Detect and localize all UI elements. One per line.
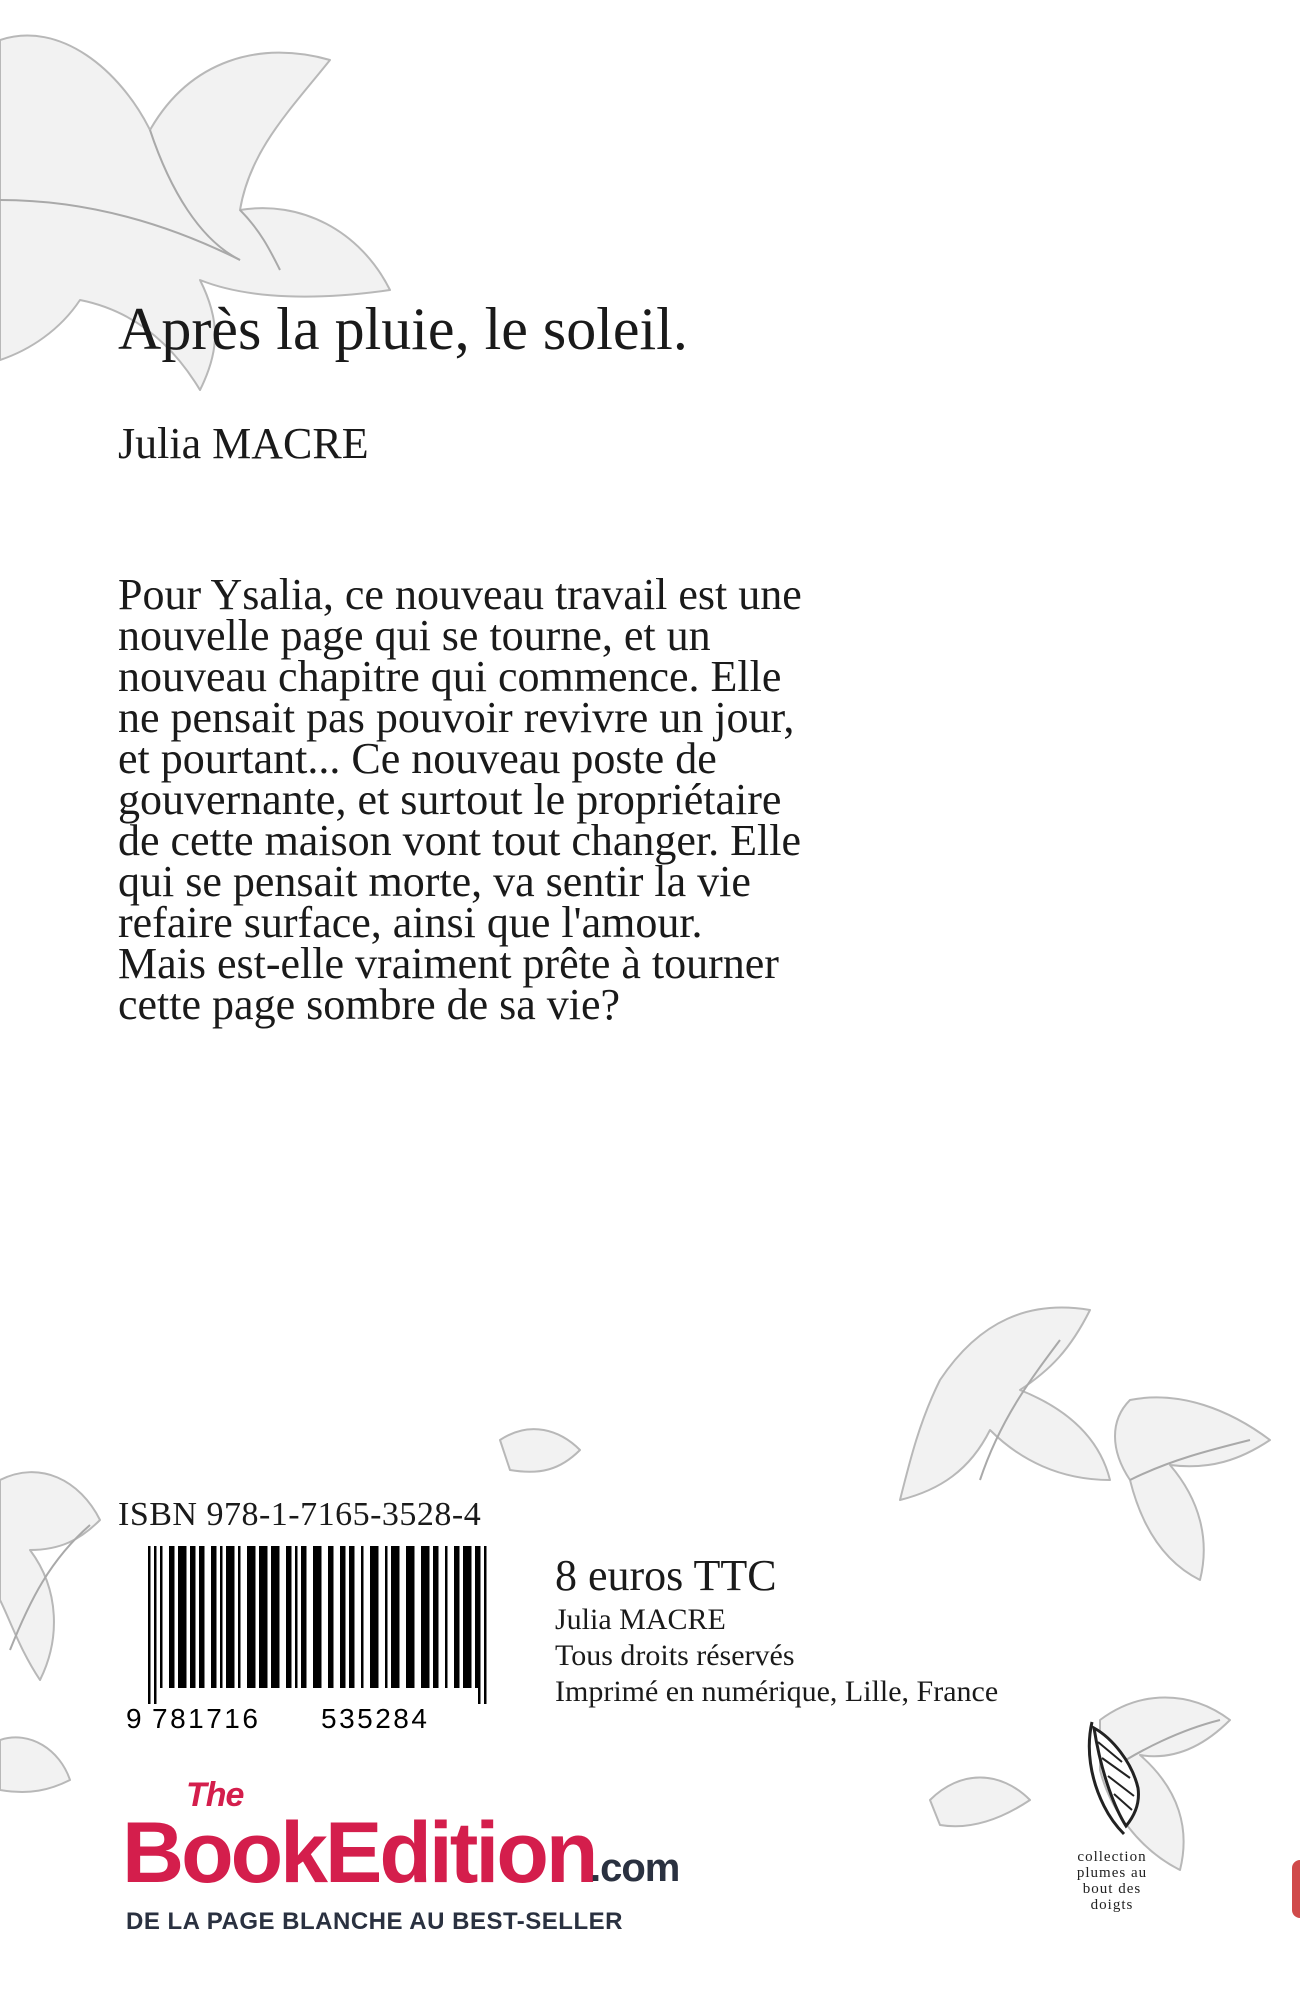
barcode-bar [463,1546,472,1688]
barcode-bar [160,1546,163,1688]
barcode-bar [340,1546,346,1688]
barcode-bar [313,1546,322,1688]
barcode [118,1546,500,1734]
collection-line: doigts [1090,1897,1134,1913]
leaf-bottom-right-1 [900,1308,1110,1500]
barcode-bar [370,1546,379,1688]
blurb-line: de cette maison vont tout changer. Elle [118,816,802,865]
isbn-label: ISBN 978-1-7165-3528-4 [118,1496,482,1533]
blurb-line: Pour Ysalia, ce nouveau travail est une [118,570,802,619]
collection-label [1042,1849,1182,1913]
leaf-bottom-left-3 [500,1429,580,1472]
barcode-digit-first: 9 [126,1703,142,1734]
barcode-bar [247,1546,256,1688]
barcode-bar [391,1546,400,1688]
leaf-bottom-right-4 [930,1778,1030,1827]
feather-icon [1072,1718,1152,1838]
collection-emblem [1042,1718,1182,1913]
barcode-bar [421,1546,430,1688]
barcode-digits-left: 781716 [152,1703,261,1734]
blurb-line: nouvelle page qui se tourne, et un [118,611,711,660]
blurb-line: cette page sombre de sa vie? [118,980,621,1029]
collection-line: plumes au [1076,1865,1148,1881]
corner-mark [1292,1860,1300,1918]
barcode-bar [154,1546,157,1704]
blurb-line: qui se pensait morte, va sentir la vie [118,857,751,906]
barcode-bar [169,1546,175,1688]
blurb-line: gouvernante, et surtout le propriétaire [118,775,782,824]
logo-the: The [186,1776,244,1814]
barcode-bar [445,1546,448,1688]
barcode-bar [238,1546,241,1688]
collection-line: bout des [1082,1881,1142,1897]
rights-notice: Tous droits réservés [555,1639,795,1672]
barcode-digits-right: 535284 [321,1703,430,1734]
barcode-bar [454,1546,460,1688]
barcode-bar [301,1546,307,1688]
barcode-bar [385,1546,388,1688]
barcode-bar [220,1546,223,1688]
leaf-bottom-left-1 [0,1472,100,1680]
barcode-bar [295,1546,298,1688]
barcode-bar [286,1546,292,1688]
barcode-bar [178,1546,187,1688]
barcode-bar [211,1546,217,1688]
blurb-line: nouveau chapitre qui commence. Elle [118,652,782,701]
barcode-bar [148,1546,151,1704]
logo-tagline: DE LA PAGE BLANCHE AU BEST-SELLER [126,1908,623,1935]
printing-notice: Imprimé en numérique, Lille, France [555,1675,999,1708]
barcode-bar [484,1546,487,1704]
barcode-bar [433,1546,439,1688]
barcode-bar [199,1546,205,1688]
barcode-bar [226,1546,235,1688]
blurb-line: Mais est-elle vraiment prête à tourner [118,939,779,988]
barcode-bar [328,1546,334,1688]
barcode-bar [478,1546,481,1704]
book-blurb [118,570,1098,1029]
barcode-bar [349,1546,355,1688]
barcode-bar [190,1546,196,1688]
barcode-bar [259,1546,268,1688]
collection-line: collection [1077,1849,1147,1865]
barcode-bar [361,1546,364,1688]
logo-dotcom: .com [590,1846,680,1890]
book-title: Après la pluie, le soleil. [118,296,688,362]
blurb-line: et pourtant... Ce nouveau poste de [118,734,717,783]
barcode-bar [271,1546,280,1688]
publication-info [555,1550,998,1710]
blurb-line: ne pensait pas pouvoir revivre un jour, [118,693,795,742]
barcode-bar [406,1546,415,1688]
leaf-bottom-left-2 [0,1737,70,1792]
publication-author: Julia MACRE [555,1603,726,1636]
leaf-bottom-right-2 [1115,1397,1270,1580]
price: 8 euros TTC [555,1551,777,1600]
logo-bookedition: BookEdition [122,1805,596,1901]
blurb-line: refaire surface, ainsi que l'amour. [118,898,703,947]
book-author: Julia MACRE [118,419,369,468]
